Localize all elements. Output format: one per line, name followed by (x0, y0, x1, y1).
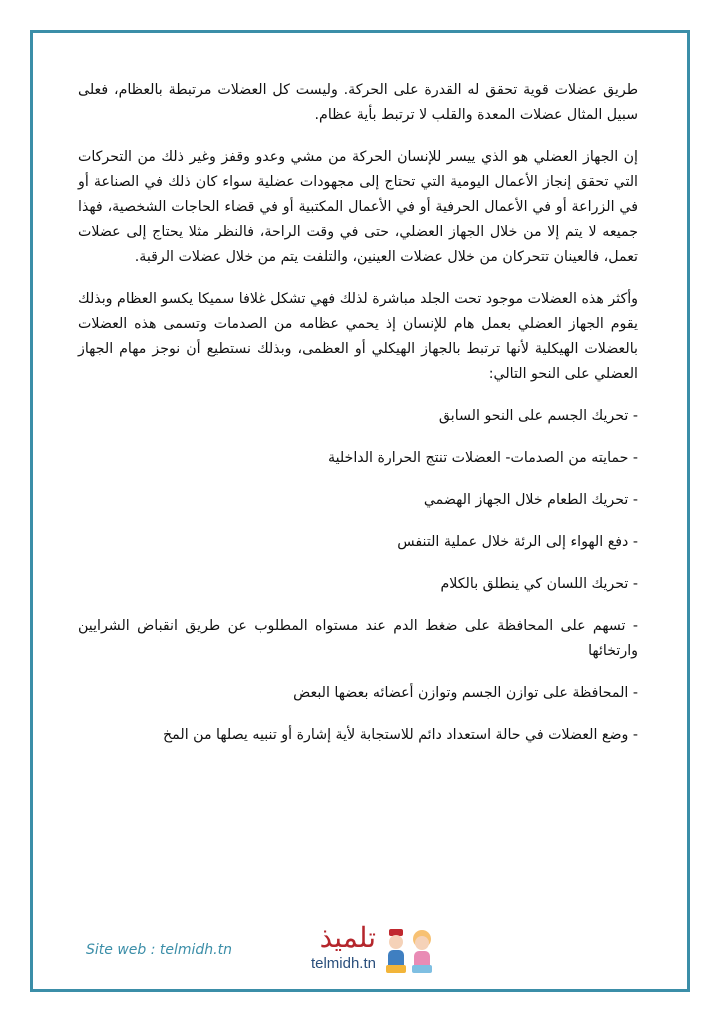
paragraph: إن الجهاز العضلي هو الذي ييسر للإنسان الحركة من مشي وعدو وقفز وغير ذلك من التحركات التي تحقق إنجاز الأعمال اليومية التي تحتاج إلى مجهودات عضلية سواء كان ذلك في الصناعة أو في الزراعة أو في الأعمال الحرفية أو في الأعمال المكتبية أو في قضاء الحاجات الشخصية، فهذا جميعه لا يتم إلا من خلال الجهاز العضلي، حتى في وقت الراحة، فالنظر مثلا يحتاج إلى عضلات تعمل، فالعينان تتحركان من خلال عضلات العينين، والتلفت يتم من خلال عضلات الرقبة. (78, 149, 638, 265)
list-item: - وضع العضلات في حالة استعداد دائم للاستجابة لأية إشارة أو تنبيه يصلها من المخ (163, 727, 638, 743)
list-item: - تحريك اللسان كي ينطلق بالكلام (440, 576, 638, 592)
site-link[interactable]: Site web : telmidh.tn (86, 942, 232, 958)
kids-icon (288, 925, 438, 983)
list-item: - تسهم على المحافظة على ضغط الدم عند مستواه المطلوب عن طريق انقباض الشرايين وارتخائها (78, 618, 638, 659)
document-body (78, 78, 638, 765)
list-item: - المحافظة على توازن الجسم وتوازن أعضائه بعضها البعض (293, 685, 638, 701)
list-item: - دفع الهواء إلى الرئة خلال عملية التنفس (397, 534, 638, 550)
logo-domain: telmidh.tn (310, 955, 376, 972)
telmidh-logo[interactable] (288, 921, 438, 983)
list-item: - تحريك الجسم على النحو السابق (438, 408, 638, 424)
paragraph: وأكثر هذه العضلات موجود تحت الجلد مباشرة لذلك فهي تشكل غلافا سميكا يكسو العظام وبذلك يقوم الجهاز العضلي بعمل هام للإنسان إذ يحمي عظامه من الصدمات وتسمى هذه العضلات بالعضلات الهيكلية لأنها ترتبط بالجهاز الهيكلي أو العظمى، وبذلك نستطيع أن نوجز مهام الجهاز العضلي على النحو التالي: (78, 291, 638, 382)
logo-name: تلميذ (319, 921, 376, 954)
list-item: - تحريك الطعام خلال الجهاز الهضمي (423, 492, 638, 508)
list-item: - حمايته من الصدمات- العضلات تنتج الحرارة الداخلية (327, 450, 638, 466)
paragraph: طريق عضلات قوية تحقق له القدرة على الحركة. وليست كل العضلات مرتبطة بالعظام، فعلى سبيل المثال عضلات المعدة والقلب لا ترتبط بأية عظام. (78, 82, 638, 123)
